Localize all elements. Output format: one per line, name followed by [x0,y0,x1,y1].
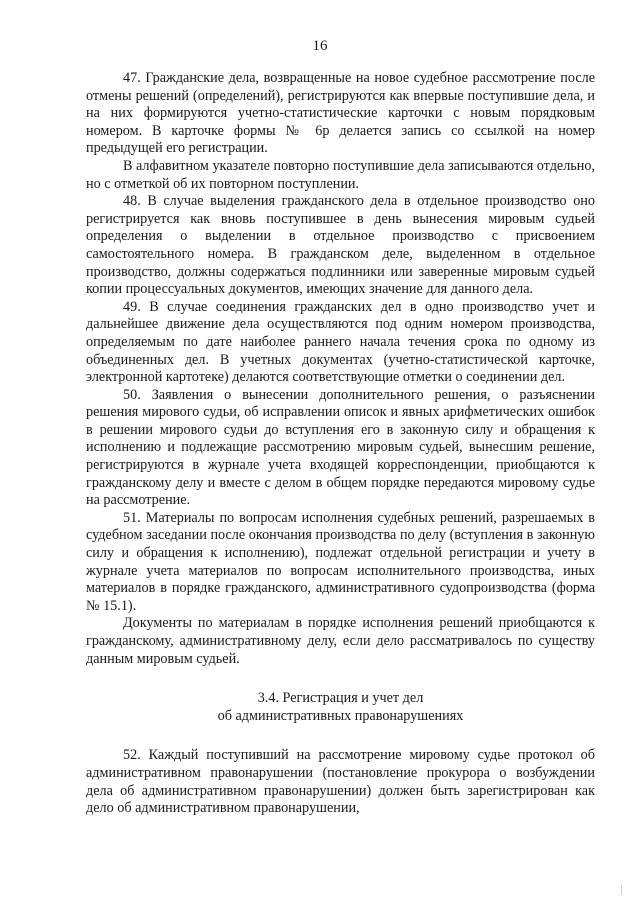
section-heading-line-1: 3.4. Регистрация и учет дел [257,690,424,707]
paragraph-48: 48. В случае выделения гражданского дела в отдельное производство оно регистрируется как вновь поступившее в день вынесения мировым судьей определения о выделении в отдельное производство с присвоением самостоятельного номера. В гражданском деле, выделенном в отдельное производство, должны содержаться подлинники или заверенные мировым судьей копии процессуальных документов, имеющих значение для данного дела. [86,193,595,298]
paragraph-47: 47. Гражданские дела, возвращенные на новое судебное рассмотрение после отмены решений (определений), регистрируются как впервые поступившие дела, и на них формируются учетно-статистические карточки с новым порядковым номером. В карточке формы № 6р делается запись со ссылкой на номер предыдущей его регистрации. [86,70,595,157]
paragraph-49: 49. В случае соединения гражданских дел в одно производство учет и дальнейшее движение дела осуществляются под одним номером производства, определяемым по дате наиболее раннего начала течения срока по одному из объединенных дел. В учетных документах (учетно-статистической карточке, электронной картотеке) делаются соответствующие отметки о соединении дел. [86,298,595,386]
scan-edge-mark [615,885,622,895]
paragraph-50: 50. Заявления о вынесении дополнительного решения, о разъяснении решения мирового судьи, об исправлении описок и явных арифметических ошибок в решении мирового судьи до вступления его в законную силу и обращения к исполнению и подлежащие рассмотрению мировым судьей, вынесшим решение, регистрируются в журнале учета входящей корреспонденции, приобщаются к гражданскому делу и вместе с делом в общем порядке передаются мировому судье на рассмотрение. [86,386,595,509]
paragraph-51: 51. Материалы по вопросам исполнения судебных решений, разрешаемых в судебном заседании после окончания производства по делу (вступления в законную силу и обращения к исполнению), подлежат отдельной регистрации и учету в журнале учета материалов по вопросам исполнительного производства, иных материалов в порядке гражданского, административного судопроизводства (форма № 15.1). [86,509,595,614]
section-heading-line-2: об административных правонарушениях [217,707,464,724]
paragraph-52: 52. Каждый поступивший на рассмотрение мировому судье протокол об административном правонарушении (постановление прокурора о возбуждении дела об административном правонарушении) должен быть зарегистрирован как дело об административном правонарушении, [86,747,595,817]
paragraph-47-continuation: В алфавитном указателе повторно поступившие дела записываются отдельно, но с отметкой об их повторном поступлении. [86,157,595,192]
paragraph-51-continuation: Документы по материалам в порядке исполнения решений приобщаются к гражданскому, административному делу, если дело рассматривалось по существу данным мировым судьей. [86,615,595,667]
document-body [86,70,595,818]
page-number: 16 [312,38,328,54]
section-heading [86,690,595,725]
